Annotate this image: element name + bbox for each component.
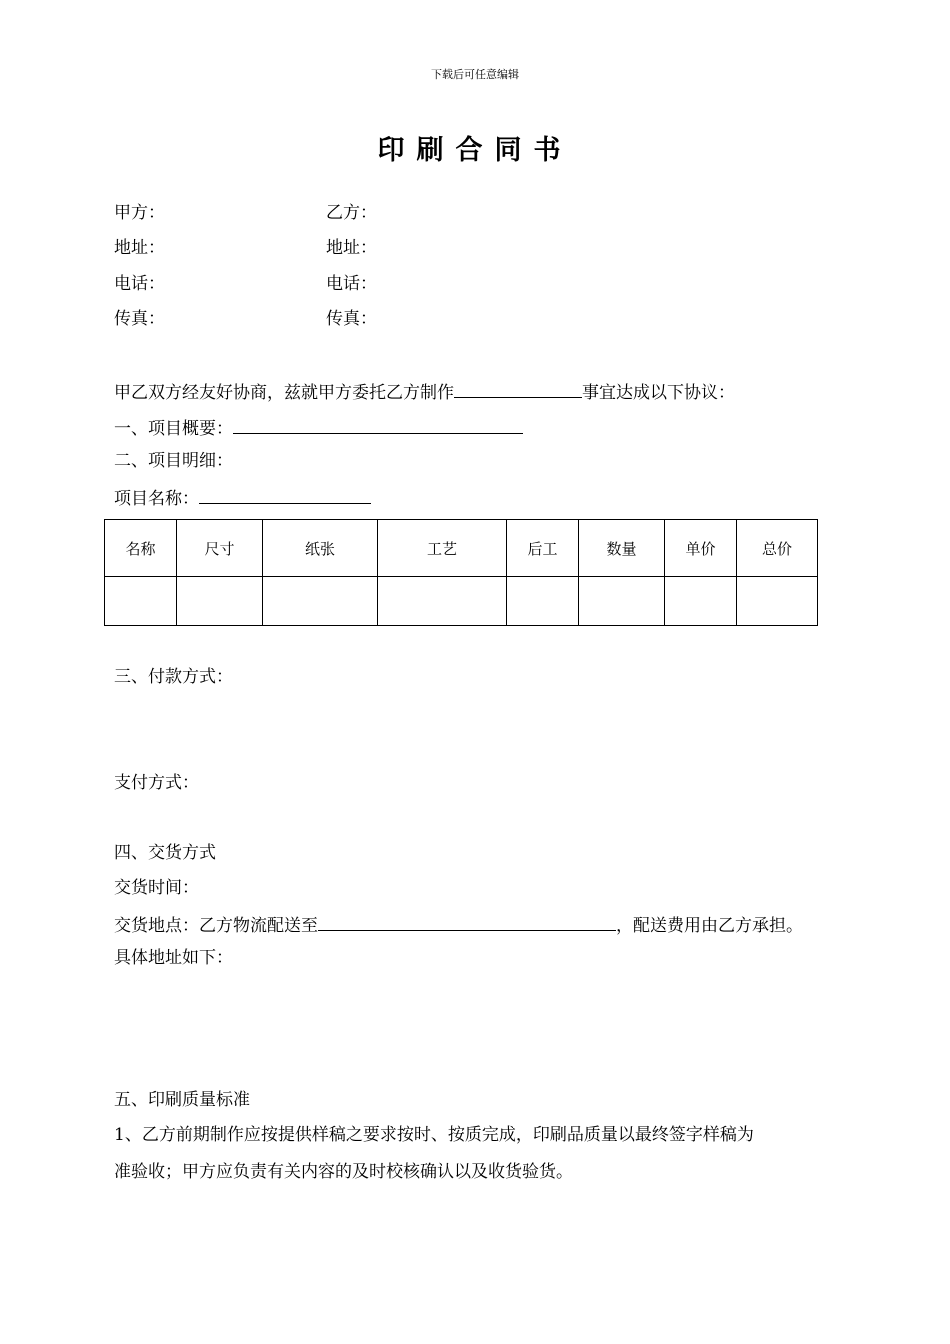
delivery-time-label: 交货时间： (114, 878, 199, 898)
section-1-line (114, 415, 523, 440)
intro-text-after: 事宜达成以下协议： (582, 383, 735, 403)
project-overview-blank (233, 415, 523, 434)
table-header-size: 尺寸 (177, 520, 263, 577)
section-5-heading: 五、印刷质量标准 (114, 1090, 250, 1110)
table-cell (177, 577, 263, 626)
section-4-heading: 四、交货方式 (114, 843, 216, 863)
table-cell (665, 577, 737, 626)
table-cell (378, 577, 507, 626)
party-a-label: 甲方： (114, 203, 165, 223)
table-header-process: 工艺 (378, 520, 507, 577)
delivery-place-line (114, 912, 803, 937)
clause-1-line-2: 准验收；甲方应负责有关内容的及时校核确认以及收货验货。 (114, 1162, 573, 1182)
section-1-heading: 一、项目概要： (114, 419, 233, 439)
table-row (105, 577, 818, 626)
table-cell (579, 577, 665, 626)
project-name-label: 项目名称： (114, 489, 199, 509)
party-a-fax-label: 传真： (114, 309, 165, 329)
party-a-phone-label: 电话： (114, 274, 165, 294)
payment-method-label: 支付方式： (114, 773, 199, 793)
delivery-destination-blank (318, 912, 616, 931)
table-header-unit-price: 单价 (665, 520, 737, 577)
specific-address-label: 具体地址如下： (114, 948, 233, 968)
delivery-place-after: ，配送费用由乙方承担。 (616, 916, 803, 936)
intro-paragraph (114, 379, 735, 404)
table-cell (105, 577, 177, 626)
table-header-total-price: 总价 (737, 520, 818, 577)
table-header-quantity: 数量 (579, 520, 665, 577)
party-b-label: 乙方： (326, 203, 377, 223)
section-2-heading: 二、项目明细： (114, 451, 233, 471)
delivery-place-before: 交货地点：乙方物流配送至 (114, 916, 318, 936)
project-name-line (114, 485, 371, 510)
table-header-paper: 纸张 (263, 520, 378, 577)
production-item-blank (454, 379, 582, 398)
project-name-blank (199, 485, 371, 504)
intro-text-before: 甲乙双方经友好协商，兹就甲方委托乙方制作 (114, 383, 454, 403)
table-cell (507, 577, 579, 626)
project-items-table (104, 519, 818, 626)
party-b-fax-label: 传真： (326, 309, 377, 329)
party-b-phone-label: 电话： (326, 274, 377, 294)
clause-1-line-1: 1、乙方前期制作应按提供样稿之要求按时、按质完成，印刷品质量以最终签字样稿为 (114, 1125, 754, 1145)
party-b-address-label: 地址： (326, 238, 377, 258)
section-3-heading: 三、付款方式： (114, 667, 233, 687)
table-cell (263, 577, 378, 626)
header-note: 下载后可任意编辑 (431, 68, 519, 81)
table-header-name: 名称 (105, 520, 177, 577)
document-title: 印刷合同书 (377, 135, 573, 166)
table-cell (737, 577, 818, 626)
table-header-row (105, 520, 818, 577)
table-header-finishing: 后工 (507, 520, 579, 577)
party-a-address-label: 地址： (114, 238, 165, 258)
